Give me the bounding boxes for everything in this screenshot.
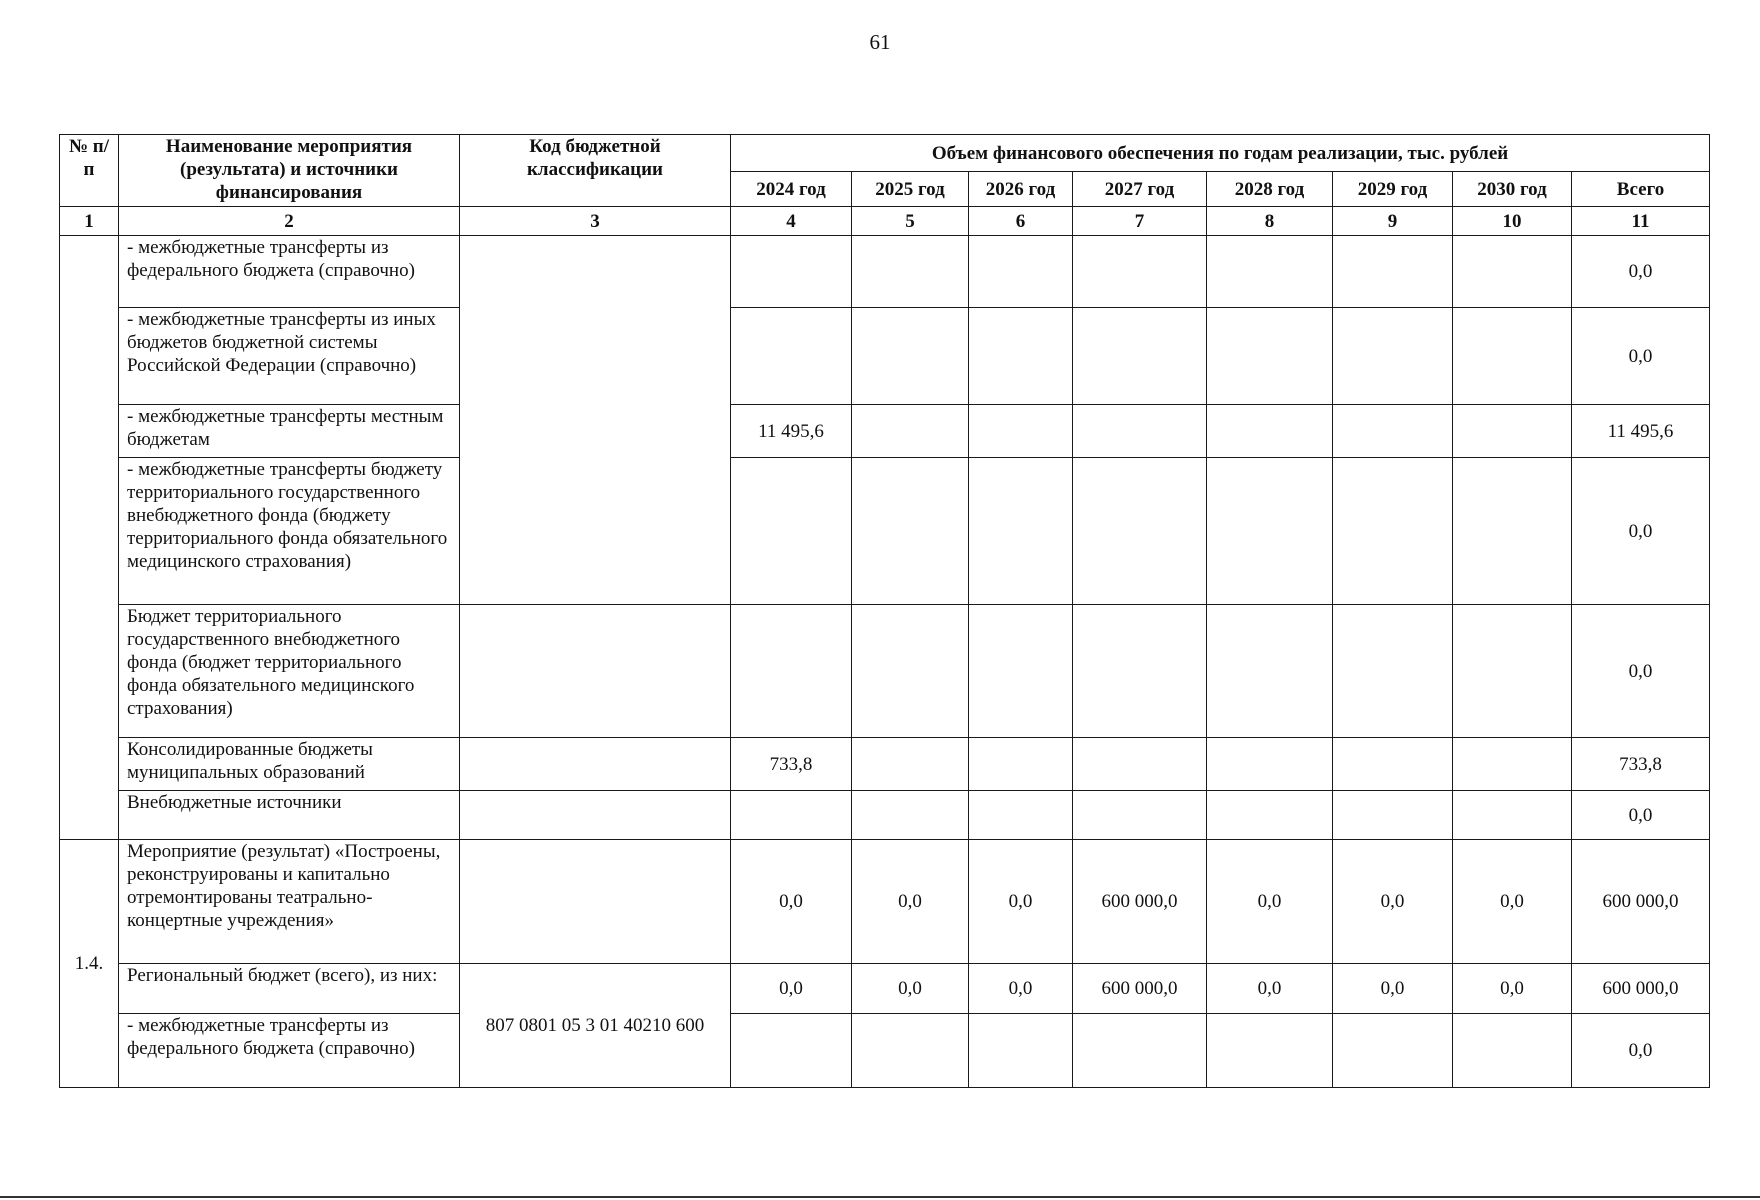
- cell-2027: [1073, 405, 1207, 458]
- header-index-2: 2: [119, 207, 460, 236]
- row-name: - межбюджетные трансферты из федерального бюджета (справочно): [119, 236, 460, 308]
- header-year-2027: 2027 год: [1073, 172, 1207, 207]
- cell-2030: [1453, 1014, 1572, 1088]
- header-total: Всего: [1572, 172, 1710, 207]
- budget-code-empty: [460, 738, 731, 791]
- header-index-4: 4: [731, 207, 852, 236]
- table-row: [60, 605, 1710, 738]
- cell-2028: 0,0: [1207, 840, 1333, 964]
- cell-2030: [1453, 738, 1572, 791]
- table-row: [60, 964, 1710, 1014]
- cell-2030: [1453, 405, 1572, 458]
- row-name: Консолидированные бюджеты муниципальных образований: [119, 738, 460, 791]
- budget-code-empty: [460, 605, 731, 738]
- table-row: [60, 458, 1710, 605]
- cell-2029: [1333, 308, 1453, 405]
- cell-2024: [731, 605, 852, 738]
- cell-2027: [1073, 458, 1207, 605]
- cell-total: 0,0: [1572, 1014, 1710, 1088]
- header-index-5: 5: [852, 207, 969, 236]
- cell-2027: [1073, 791, 1207, 840]
- header-col-volume: Объем финансового обеспечения по годам реализации, тыс. рублей: [731, 135, 1710, 172]
- cell-2027: 600 000,0: [1073, 964, 1207, 1014]
- cell-2025: [852, 458, 969, 605]
- cell-2026: 0,0: [969, 964, 1073, 1014]
- cell-2026: [969, 791, 1073, 840]
- cell-2024: [731, 308, 852, 405]
- cell-2029: [1333, 791, 1453, 840]
- cell-2026: [969, 738, 1073, 791]
- header-index-8: 8: [1207, 207, 1333, 236]
- cell-2028: [1207, 405, 1333, 458]
- header-year-2026: 2026 год: [969, 172, 1073, 207]
- row-name: - межбюджетные трансферты бюджету территориального государственного внебюджетного фонда (бюджету территориального фонда обязательного медицинского страхования): [119, 458, 460, 605]
- cell-2025: [852, 738, 969, 791]
- section-number: 1.4.: [60, 840, 119, 1088]
- cell-total: 0,0: [1572, 308, 1710, 405]
- header-col-name: Наименование мероприятия (результата) и источники финансирования: [119, 135, 460, 207]
- cell-2028: [1207, 791, 1333, 840]
- budget-code-empty: [460, 791, 731, 840]
- scan-edge-line: [0, 1196, 1760, 1198]
- cell-2025: [852, 405, 969, 458]
- header-year-2025: 2025 год: [852, 172, 969, 207]
- cell-2027: 600 000,0: [1073, 840, 1207, 964]
- cell-2025: [852, 791, 969, 840]
- table-row: [60, 840, 1710, 964]
- cell-2028: [1207, 605, 1333, 738]
- table-row: [60, 738, 1710, 791]
- header-index-6: 6: [969, 207, 1073, 236]
- cell-2024: 733,8: [731, 738, 852, 791]
- row-name: - межбюджетные трансферты местным бюджетам: [119, 405, 460, 458]
- cell-2026: [969, 1014, 1073, 1088]
- cell-2028: [1207, 458, 1333, 605]
- table-row: [60, 1014, 1710, 1088]
- header-year-2029: 2029 год: [1333, 172, 1453, 207]
- cell-total: 0,0: [1572, 236, 1710, 308]
- cell-total: 0,0: [1572, 605, 1710, 738]
- cell-2025: 0,0: [852, 840, 969, 964]
- financing-table: [59, 134, 1710, 1088]
- cell-2024: [731, 458, 852, 605]
- cell-2027: [1073, 738, 1207, 791]
- cell-2027: [1073, 308, 1207, 405]
- header-col-num: № п/п: [60, 135, 119, 207]
- cell-2024: 11 495,6: [731, 405, 852, 458]
- cell-2030: [1453, 605, 1572, 738]
- cell-2024: [731, 1014, 852, 1088]
- cell-2029: [1333, 236, 1453, 308]
- cell-2026: [969, 405, 1073, 458]
- header-index-1: 1: [60, 207, 119, 236]
- cell-2030: [1453, 458, 1572, 605]
- table-row: [60, 236, 1710, 308]
- row-name: - межбюджетные трансферты из иных бюджетов бюджетной системы Российской Федерации (справочно): [119, 308, 460, 405]
- header-year-2024: 2024 год: [731, 172, 852, 207]
- table-row: [60, 405, 1710, 458]
- cell-total: 11 495,6: [1572, 405, 1710, 458]
- cell-2025: [852, 605, 969, 738]
- cell-2024: [731, 791, 852, 840]
- budget-code-empty: [460, 840, 731, 964]
- header-index-10: 10: [1453, 207, 1572, 236]
- budget-code: 807 0801 05 3 01 40210 600: [460, 964, 731, 1088]
- cell-2028: 0,0: [1207, 964, 1333, 1014]
- cell-2030: 0,0: [1453, 964, 1572, 1014]
- header-index-9: 9: [1333, 207, 1453, 236]
- cell-2028: [1207, 1014, 1333, 1088]
- cell-total: 600 000,0: [1572, 964, 1710, 1014]
- cell-2024: 0,0: [731, 964, 852, 1014]
- row-name: Внебюджетные источники: [119, 791, 460, 840]
- header-col-code: Код бюджетной классификации: [460, 135, 731, 207]
- cell-2029: [1333, 1014, 1453, 1088]
- cell-2028: [1207, 236, 1333, 308]
- cell-total: 0,0: [1572, 791, 1710, 840]
- cell-2029: [1333, 605, 1453, 738]
- cell-2030: [1453, 791, 1572, 840]
- row-name: Региональный бюджет (всего), из них:: [119, 964, 460, 1014]
- header-index-3: 3: [460, 207, 731, 236]
- row-number-empty: [60, 236, 119, 840]
- header-year-2028: 2028 год: [1207, 172, 1333, 207]
- row-name: Мероприятие (результат) «Построены, реконструированы и капитально отремонтированы театрально-концертные учреждения»: [119, 840, 460, 964]
- cell-2025: [852, 308, 969, 405]
- cell-2029: [1333, 405, 1453, 458]
- page-number: 61: [869, 30, 891, 54]
- cell-2024: 0,0: [731, 840, 852, 964]
- cell-2028: [1207, 308, 1333, 405]
- cell-2029: 0,0: [1333, 964, 1453, 1014]
- cell-2026: [969, 605, 1073, 738]
- cell-2030: [1453, 236, 1572, 308]
- cell-2030: [1453, 308, 1572, 405]
- header-year-2030: 2030 год: [1453, 172, 1572, 207]
- cell-2026: [969, 236, 1073, 308]
- header-index-7: 7: [1073, 207, 1207, 236]
- cell-2029: [1333, 458, 1453, 605]
- table-row: [60, 791, 1710, 840]
- cell-2025: 0,0: [852, 964, 969, 1014]
- cell-2027: [1073, 605, 1207, 738]
- row-name: Бюджет территориального государственного внебюджетного фонда (бюджет территориального фонда обязательного медицинского страхования): [119, 605, 460, 738]
- cell-2027: [1073, 236, 1207, 308]
- cell-2026: 0,0: [969, 840, 1073, 964]
- cell-2024: [731, 236, 852, 308]
- cell-2026: [969, 308, 1073, 405]
- cell-2026: [969, 458, 1073, 605]
- header-index-11: 11: [1572, 207, 1710, 236]
- cell-total: 733,8: [1572, 738, 1710, 791]
- row-name: - межбюджетные трансферты из федерального бюджета (справочно): [119, 1014, 460, 1088]
- cell-2025: [852, 1014, 969, 1088]
- table-row: [60, 308, 1710, 405]
- cell-total: 600 000,0: [1572, 840, 1710, 964]
- cell-2030: 0,0: [1453, 840, 1572, 964]
- cell-2029: [1333, 738, 1453, 791]
- cell-total: 0,0: [1572, 458, 1710, 605]
- cell-2029: 0,0: [1333, 840, 1453, 964]
- cell-2028: [1207, 738, 1333, 791]
- cell-2025: [852, 236, 969, 308]
- budget-code-empty: [460, 236, 731, 605]
- cell-2027: [1073, 1014, 1207, 1088]
